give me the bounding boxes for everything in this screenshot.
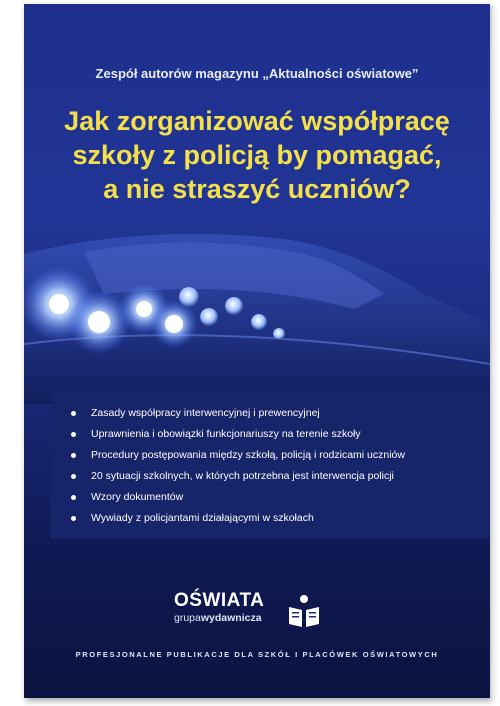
tagline: PROFESJONALNE PUBLIKACJE DLA SZKÓŁ I PLACÓWEK OŚWIATOWYCH	[75, 650, 439, 659]
police-car-illustration	[24, 224, 490, 404]
title-line-3: a nie straszyć uczniów?	[103, 174, 411, 204]
feature-item: Wzory dokumentów	[71, 490, 490, 511]
open-book-person-icon	[286, 593, 322, 629]
feature-item: Procedury postępowania między szkołą, policją i rodzicami uczniów	[71, 448, 490, 469]
feature-list-panel	[51, 392, 490, 538]
author-line: Zespół autorów magazynu „Aktualności oświatowe”	[95, 66, 419, 81]
bullet-icon	[71, 453, 76, 458]
feature-list	[51, 392, 490, 532]
bullet-icon	[71, 474, 76, 479]
title-line-2: szkoły z policją by pomagać,	[72, 140, 442, 170]
book-cover	[24, 4, 490, 698]
bullet-icon	[71, 495, 76, 500]
feature-item: 20 sytuacji szkolnych, w których potrzebna jest interwencja policji	[71, 469, 490, 490]
feature-item: Uprawnienia i obowiązki funkcjonariuszy na terenie szkoły	[71, 427, 490, 448]
bullet-icon	[71, 411, 76, 416]
book-title	[34, 104, 480, 206]
feature-item: Wywiady z policjantami działającymi w szkołach	[71, 511, 490, 532]
feature-item: Zasady współpracy interwencyjnej i prewencyjnej	[71, 406, 490, 427]
cover-artwork	[24, 4, 490, 698]
publisher-name: OŚWIATA	[174, 590, 265, 611]
title-line-1: Jak zorganizować współpracę	[64, 106, 450, 136]
page-edge	[490, 6, 494, 698]
publisher-subtitle: grupawydawnicza	[174, 612, 262, 624]
publisher-logo	[174, 590, 344, 630]
bullet-icon	[71, 432, 76, 437]
bullet-icon	[71, 516, 76, 521]
